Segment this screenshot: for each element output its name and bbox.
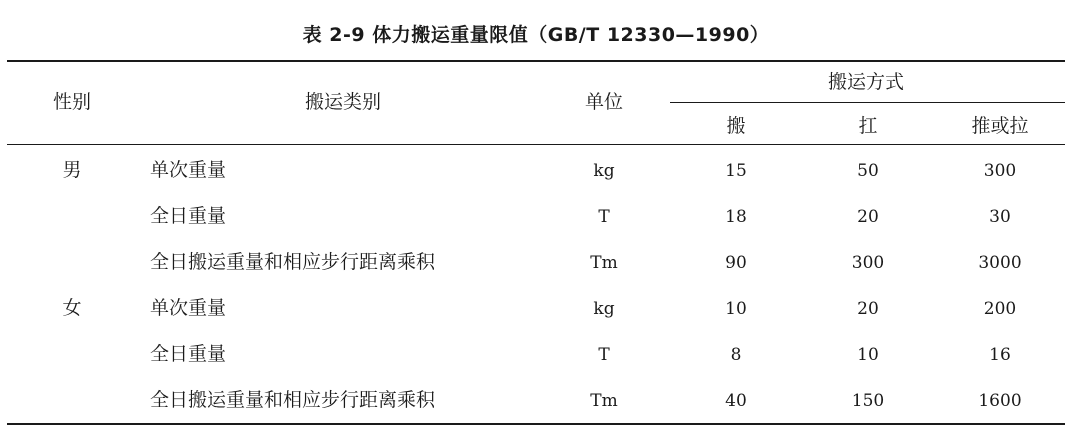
row-value: 15 xyxy=(725,161,747,181)
row-value: 20 xyxy=(857,299,879,319)
row-category: 全日重量 xyxy=(150,343,227,365)
top-rule xyxy=(7,60,1065,62)
row-value: 30 xyxy=(989,207,1011,227)
row-unit: kg xyxy=(593,161,615,181)
header-method-shoulder: 扛 xyxy=(858,115,878,137)
header-gender: 性别 xyxy=(52,91,92,113)
row-value: 200 xyxy=(983,299,1017,319)
row-unit: kg xyxy=(593,299,615,319)
row-gender: 女 xyxy=(62,297,82,319)
row-category: 全日搬运重量和相应步行距离乘积 xyxy=(150,389,436,411)
row-value: 50 xyxy=(857,161,879,181)
row-value: 8 xyxy=(730,345,742,365)
header-method-push-pull: 推或拉 xyxy=(971,115,1029,137)
row-value: 300 xyxy=(851,253,885,273)
row-value: 150 xyxy=(851,391,885,411)
row-unit: T xyxy=(598,345,610,365)
row-value: 3000 xyxy=(978,253,1022,273)
row-value: 10 xyxy=(857,345,879,365)
row-category: 全日搬运重量和相应步行距离乘积 xyxy=(150,251,436,273)
row-category: 单次重量 xyxy=(150,297,227,319)
header-method-carry: 搬 xyxy=(726,115,746,137)
header-category: 搬运类别 xyxy=(304,91,382,113)
row-unit: T xyxy=(598,207,610,227)
row-value: 20 xyxy=(857,207,879,227)
row-category: 全日重量 xyxy=(150,205,227,227)
header-unit: 单位 xyxy=(584,91,624,113)
table-title: 表 2-9 体力搬运重量限值（GB/T 12330—1990） xyxy=(302,24,770,46)
row-value: 16 xyxy=(989,345,1011,365)
row-gender: 男 xyxy=(62,159,82,181)
row-value: 90 xyxy=(725,253,747,273)
row-category: 单次重量 xyxy=(150,159,227,181)
row-value: 40 xyxy=(725,391,747,411)
header-method-group: 搬运方式 xyxy=(827,71,905,93)
row-unit: Tm xyxy=(590,253,618,273)
header-bottom-rule xyxy=(7,144,1065,145)
bottom-rule xyxy=(7,423,1065,425)
method-group-rule xyxy=(670,102,1065,103)
row-value: 18 xyxy=(725,207,747,227)
row-value: 1600 xyxy=(978,391,1022,411)
row-value: 10 xyxy=(725,299,747,319)
row-value: 300 xyxy=(983,161,1017,181)
row-unit: Tm xyxy=(590,391,618,411)
